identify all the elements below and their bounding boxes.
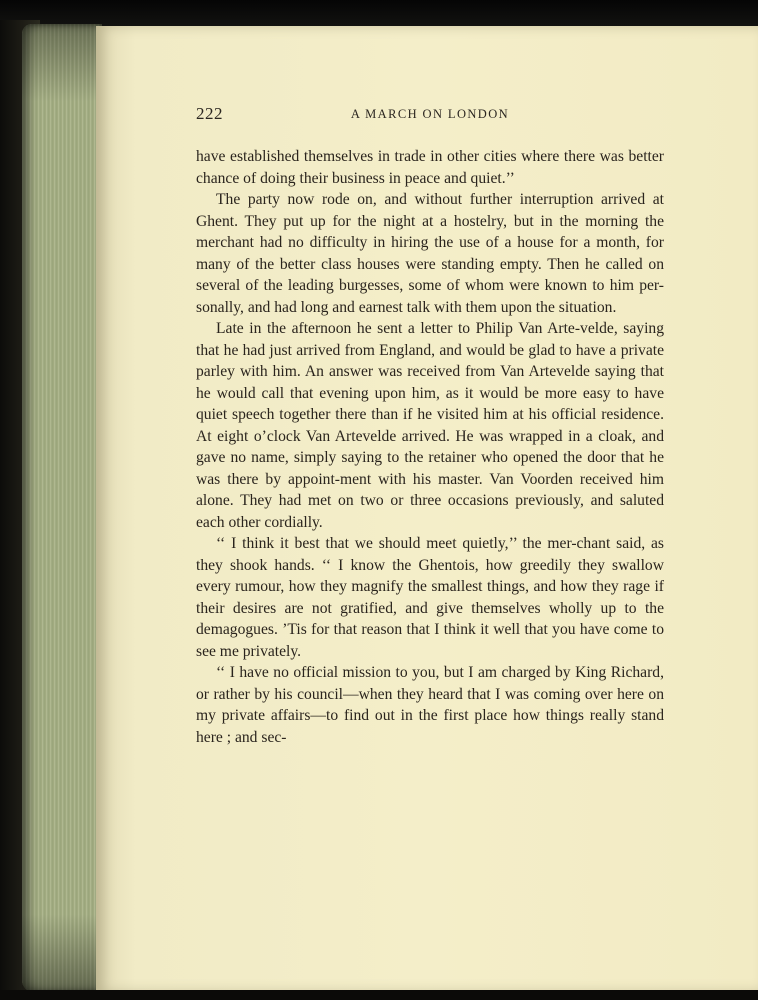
page-number: 222: [196, 104, 223, 123]
scan-background-bottom: [0, 990, 758, 1000]
paragraph: Late in the afternoon he sent a letter to Philip Van Arte-velde, saying that he had just arrived from England, and would be glad to have a private parley with him. An answer was received from Van Artevelde saying that he would call that evening upon him, as it would be more easy to have quiet speech together there than if he visited him at his official residence. At eight o’clock Van Artevelde arrived. He was wrapped in a cloak, and gave no name, simply saying to the retainer who opened the door that he was there by appoint-ment with his master. Van Voorden received him alone. They had met on two or three occasions previously, and saluted each other cordially.: [196, 320, 664, 531]
running-head: A MARCH ON LONDON: [350, 107, 510, 121]
page-edges-shadow: [22, 24, 102, 992]
paragraph: have established themselves in trade in other cities where there was better chance of doing their business in peace and quiet.’’: [196, 148, 664, 187]
paragraph: The party now rode on, and without further interruption arrived at Ghent. They put up for the night at a hostelry, but in the morning the merchant had no difficulty in hiring the use of a house for a month, for many of the better class houses were standing empty. Then he called on several of the leading burgesses, some of whom were known to him per-sonally, and had long and earnest talk with them upon the situation.: [196, 191, 664, 316]
paragraph: ‘‘ I think it best that we should meet quietly,’’ the mer-chant said, as they shook hands. ‘‘ I know the Ghentois, how greedily they swallow every rumour, how they magnify the smallest things, and how they rage if their desires are not gratified, and give themselves wholly up to the demagogues. ’Tis for that reason that I think it well that you have come to see me privately.: [196, 535, 664, 660]
scan-background-top: [0, 0, 758, 26]
paragraph: ‘‘ I have no official mission to you, but I am charged by King Richard, or rather by his council—when they heard that I was coming over here on my private affairs—to find out in the first place how things really stand here ; and sec-: [196, 664, 664, 746]
page-body: [196, 146, 664, 748]
page-header: [196, 104, 664, 128]
